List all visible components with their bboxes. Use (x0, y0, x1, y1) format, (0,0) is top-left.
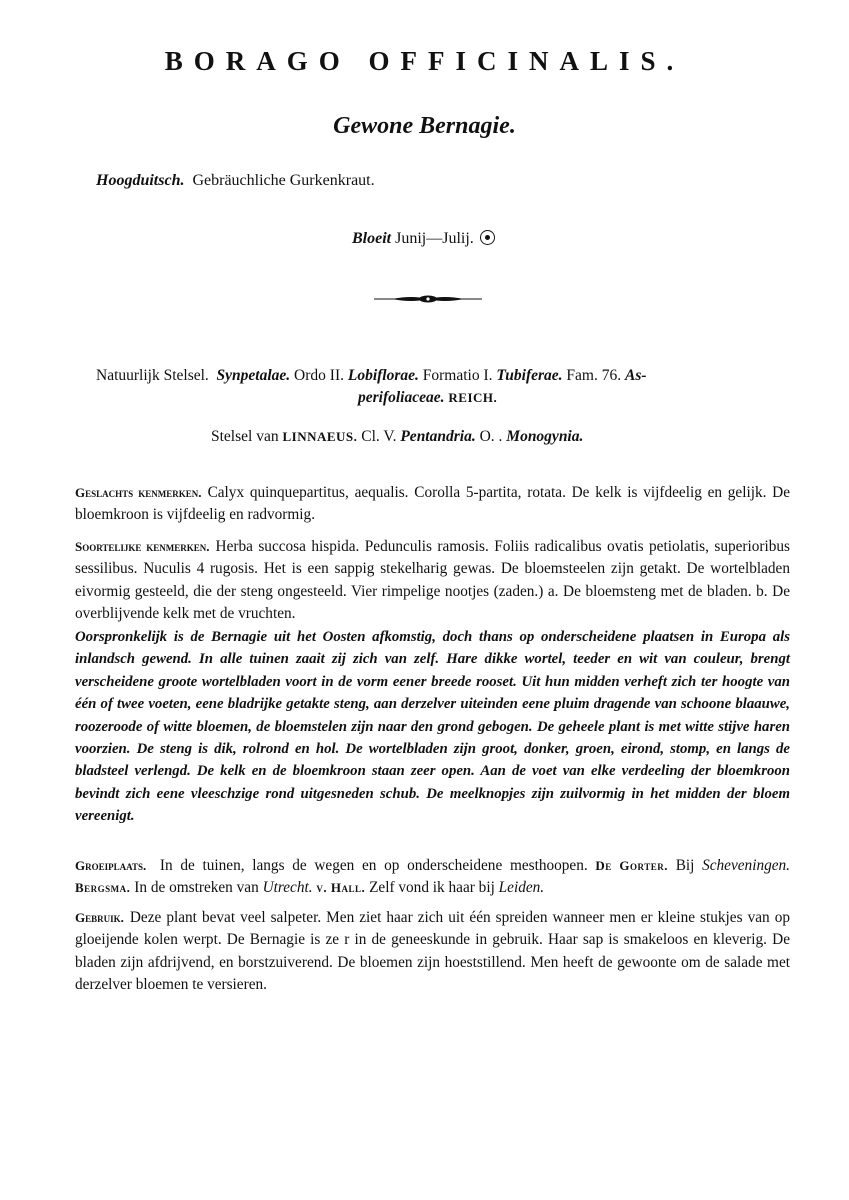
class-name: Synpetalae. (216, 367, 291, 384)
habitat-place-2: Utrecht. (262, 879, 313, 897)
page-subtitle: Gewone Bernagie. (333, 113, 516, 139)
species-text: Herba succosa hispida. Pedunculis ramosis. Foliis radicalibus ovatis petiolatis, superioribus sessilibus. Nuculis 4 rugosis. Het is een sappig stekelharig gewas. De bloemsteelen zijn getakt. De wortelbladen eivormig gesteeld, die der steng ongesteeld. Vier rimpelige nootjes (zaden.) a. De bloemsteng met de bladen. b. De overblijvende kelk met de vruchten. (75, 538, 790, 623)
habitat-label: Groeiplaats. (75, 858, 147, 873)
usage-text: Deze plant bevat veel salpeter. Men ziet haar zich uit één spreiden wanneer men er kleine stukjes van op gloeijende kolen werpt. De Bernagie is ze r in de geneeskunde in gebruik. Haar sap is smakeloos en kleverig. De bladen zijn afdrijvend, en borstzuiverend. De bloemen zijn hoeststillend. Men heeft de gewoonte om de salade met derzelver bloemen te versieren. (75, 909, 790, 994)
linnaeus-system (211, 428, 583, 446)
formatio: Formatio I. (422, 367, 493, 384)
linnaeus-dot: . (498, 428, 503, 445)
ordo: Ordo II. (294, 367, 344, 384)
habitat-ref-1: De Gorter. (595, 858, 668, 873)
family-name-part2: perifoliaceae. (358, 389, 445, 406)
habitat-paragraph (75, 855, 790, 900)
linnaeus-class-name: Pentandria. (400, 428, 476, 445)
common-name-label: Hoogduitsch. (96, 172, 185, 189)
genus-characteristics (75, 482, 790, 527)
genus-label: Geslachts kenmerken. (75, 485, 202, 500)
usage-paragraph (75, 907, 790, 997)
genus-text: Calyx quinquepartitus, aequalis. Corolla 5-partita, rotata. De kelk is vijfdeelig en gelijk. De bloemkroon is vijfdeelig en radvormig. (75, 484, 790, 524)
common-name-value: Gebräuchliche Gurkenkraut. (192, 172, 375, 189)
species-label: Soortelijke kenmerken. (75, 539, 210, 554)
description-text: Oorspronkelijk is de Bernagie uit het Oosten afkomstig, doch thans op onderscheidene plaatsen in Europa als inlandsch gewend. In alle tuinen zaait zij zich van zelf. Hare dikke wortel, teeder en wit van couleur, brengt verscheidene groote wortelbladen voort in de vorm eener breede rooset. Uit hun midden verheft zich ter hoogte van één of twee voeten, eene bladrijke getakte steng, aan derzelver uiteinden eene pluim dragende van schoone blaauwe, roozeroode of witte bloemen, de bloemstelen zijn naar den grond gebogen. De geheele plant is met witte stijve haren voorzien. De steng is dik, rolrond en hol. De wortelbladen zijn groot, donker, groen, eirond, stomp, en langs de bladsteel verlengd. De kelk en de bloemkroon staan zeer open. Aan de voet van elke verdeeling der bloemkroon bevindt zich eene vleeschzige rond uitgesneden schub. De meelknopjes zijn zuilvormig in het midden der bloem vereenigt. (75, 629, 790, 825)
formatio-name: Tubiferae. (496, 367, 563, 384)
species-characteristics (75, 536, 790, 626)
family-name-part1: As- (624, 367, 647, 384)
bloom-value: Junij—Julij. (395, 230, 474, 247)
habitat-text-4: Zelf vond ik haar bij (369, 879, 495, 897)
habitat-place-1: Scheveningen. (702, 857, 791, 874)
system-author: REICH. (448, 390, 498, 405)
family-number: Fam. 76. (566, 367, 622, 384)
bloom-line (352, 230, 495, 248)
linnaeus-order-name: Monogynia. (506, 428, 584, 445)
common-name-line (96, 172, 375, 190)
habitat-place-3: Leiden. (498, 879, 545, 897)
natural-system (96, 365, 776, 409)
linnaeus-order: O. (479, 428, 495, 445)
description-paragraph (75, 626, 790, 828)
habitat-text-3: In de omstreken van (134, 879, 259, 897)
bloom-label: Bloeit (352, 230, 392, 247)
linnaeus-label: Stelsel van (211, 428, 279, 445)
usage-label: Gebruik. (75, 910, 124, 925)
ornament-divider-icon (372, 292, 484, 306)
habitat-ref-2: Bergsma. (75, 880, 131, 896)
annual-symbol-icon (480, 230, 495, 245)
habitat-text-2: Bij (675, 857, 695, 874)
ordo-name: Lobiflorae. (347, 367, 419, 384)
habitat-ref-3: v. Hall. (316, 880, 366, 896)
natural-system-label: Natuurlijk Stelsel. (96, 367, 209, 384)
linnaeus-name: LINNAEUS. (282, 429, 358, 444)
linnaeus-class: Cl. V. (361, 428, 397, 445)
page-title: BORAGO OFFICINALIS. (164, 46, 685, 76)
habitat-text-1: In de tuinen, langs de wegen en op onderscheidene mesthoopen. (159, 857, 588, 874)
